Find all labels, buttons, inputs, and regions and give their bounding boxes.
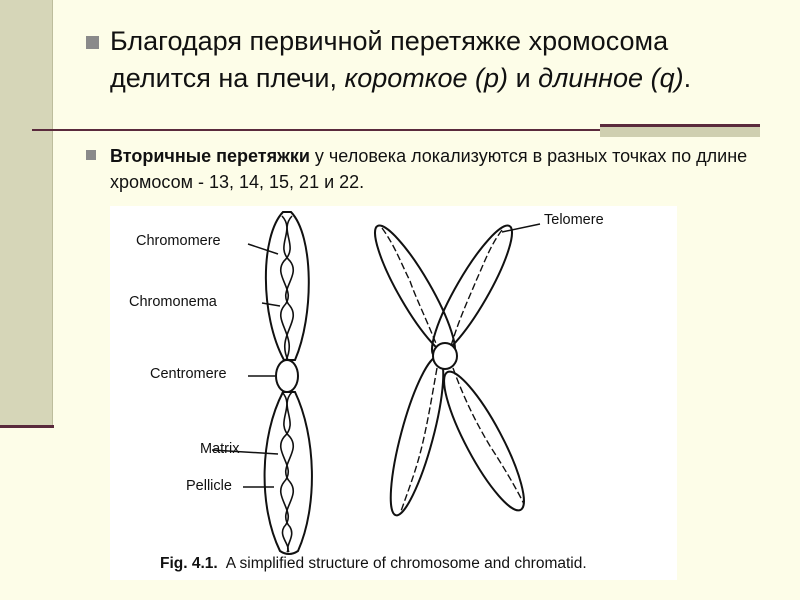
heading-text-conjunction: и xyxy=(508,63,539,93)
leader-lines xyxy=(212,224,540,487)
label-chromomere: Chromomere xyxy=(136,233,221,249)
figure-caption xyxy=(160,555,587,573)
heading-long-arm: длинное (q) xyxy=(538,63,684,93)
heading-period: . xyxy=(683,63,692,93)
label-matrix: Matrix xyxy=(200,441,240,457)
title-divider-block xyxy=(600,124,760,137)
label-telomere: Telomere xyxy=(544,212,604,228)
label-pellicle: Pellicle xyxy=(186,478,232,494)
label-centromere: Centromere xyxy=(150,366,227,382)
subtext-body: у человека локализуются в разных точках по длине хромосом - 13, 14, 15, 21 и 22. xyxy=(110,146,748,192)
side-decoration-bar xyxy=(0,0,53,426)
x-chromonema-ur xyxy=(451,230,502,346)
centromere-shape xyxy=(276,360,298,392)
square-bullet-icon xyxy=(86,150,96,160)
side-decoration-rule xyxy=(0,425,54,428)
square-bullet-icon xyxy=(86,36,99,49)
caption-text: A simplified structure of chromosome and chromatid. xyxy=(225,555,587,572)
subtext-term: Вторичные перетяжки xyxy=(110,146,310,166)
chromosome-diagram xyxy=(110,206,677,580)
chromosome-figure xyxy=(110,206,677,580)
x-chromonema-ul xyxy=(382,228,437,346)
label-chromonema: Chromonema xyxy=(129,294,217,310)
x-centromere-shape xyxy=(433,343,457,369)
slide-heading xyxy=(110,23,760,97)
heading-text: Благодаря первичной перетяжке хромосома делится на плечи, xyxy=(110,26,669,93)
slide-subtext xyxy=(110,143,750,195)
heading-short-arm: короткое (p) xyxy=(344,63,509,93)
caption-number: Fig. 4.1. xyxy=(160,555,218,572)
